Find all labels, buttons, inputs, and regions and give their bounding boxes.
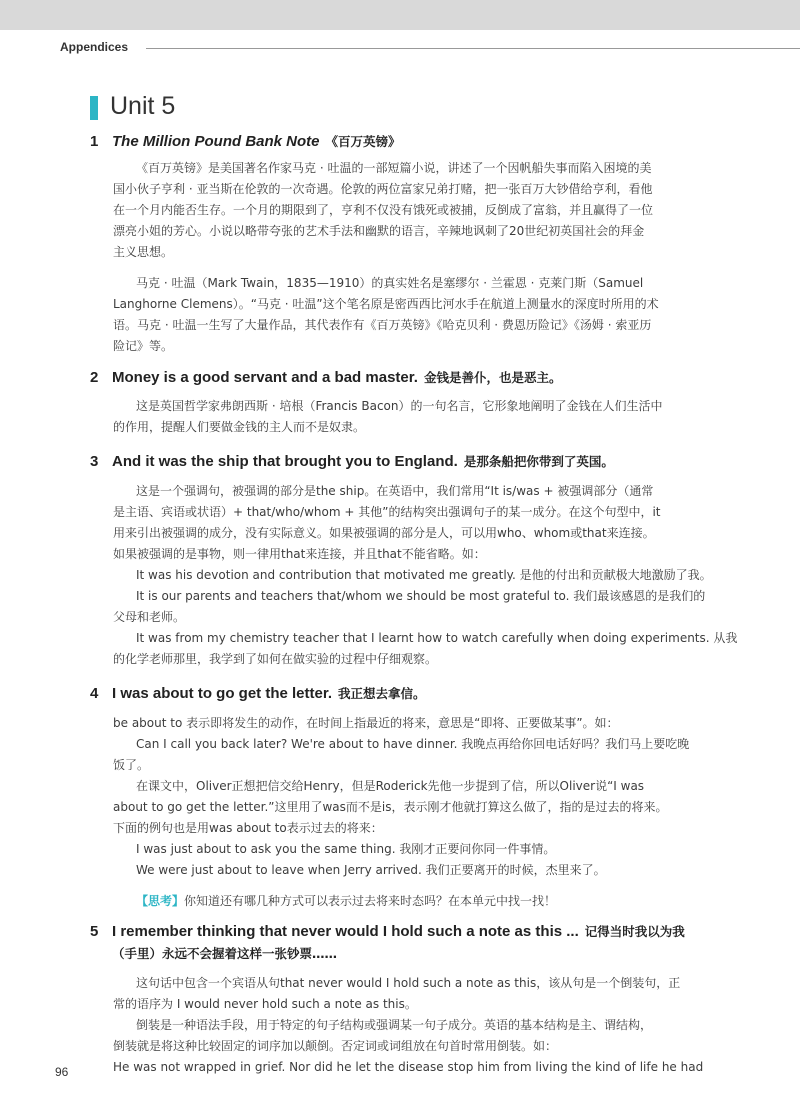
top-bar	[0, 0, 800, 30]
section-title-en: I remember thinking that never would I hold such a note as this ...	[112, 923, 579, 940]
section-label: Appendices	[60, 40, 129, 54]
paragraph-line: 马克 · 吐温（Mark Twain，1835—1910）的真实姓名是塞缪尔 · 兰霍恩 · 克莱门斯（Samuel	[136, 276, 644, 290]
section-title-cn: 金钱是善仆，也是恶主。	[423, 370, 562, 385]
paragraph-line: 用来引出被强调的成分，没有实际意义。如果被强调的部分是人，可以用who、whom或that来连接。	[113, 526, 655, 540]
paragraph-line: 国小伙子亨利 · 亚当斯在伦敦的一次奇遇。伦敦的两位富家兄弟打赌，把一张百万大钞借给亨利，看他	[113, 182, 653, 196]
paragraph-line: 倒装就是将这种比较固定的词序加以颠倒。否定词或词组放在句首时常用倒装。如：	[113, 1039, 558, 1053]
page-number: 96	[55, 1065, 69, 1079]
paragraph-line: 这句话中包含一个宾语从句that never would I hold such a note as this，该从句是一个倒装句，正	[136, 976, 681, 990]
paragraph-line: Langhorne Clemens）。“马克 · 吐温”这个笔名原是密西西比河水手在航道上测量水的深度时所用的术	[113, 297, 659, 311]
paragraph-line: 倒装是一种语法手段，用于特定的句子结构或强调某一句子成分。英语的基本结构是主、谓结构，	[136, 1018, 653, 1032]
section-title-en: I was about to go get the letter.	[112, 685, 333, 702]
section-number: 5	[90, 923, 99, 940]
section-number: 4	[90, 685, 99, 702]
example-sentence: 的化学老师那里，我学到了如何在做实验的过程中仔细观察。	[113, 652, 438, 666]
section-title-cn: 记得当时我以为我	[584, 924, 685, 939]
section-number: 2	[90, 369, 99, 386]
example-sentence: He was not wrapped in grief. Nor did he let the disease stop him from living the kind of life he had	[113, 1060, 704, 1074]
example-sentence: I was just about to ask you the same thing. 我刚才正要问你同一件事情。	[136, 842, 556, 856]
section-title-cn: 《百万英镑》	[325, 134, 401, 149]
example-sentence: It was from my chemistry teacher that I learnt how to watch carefully when doing experiments. 从我	[136, 631, 738, 645]
think-prompt	[136, 893, 556, 909]
example-sentence: We were just about to leave when Jerry arrived. 我们正要离开的时候，杰里来了。	[136, 863, 606, 877]
unit-accent-bar	[90, 96, 98, 120]
paragraph-line: 这是一个强调句，被强调的部分是the ship。在英语中，我们常用“It is/was + 被强调部分（通常	[136, 484, 654, 498]
section-5-heading	[90, 922, 685, 940]
section-title-cn: 我正想去拿信。	[338, 686, 426, 701]
paragraph-line: about to go get the letter.”这里用了was而不是is，表示刚才他就打算这么做了，指的是过去的将来。	[113, 800, 668, 814]
paragraph-line: 在一个月内能否生存。一个月的期限到了，亨利不仅没有饿死或被捕，反倒成了富翁，并且赢得了一位	[113, 203, 654, 217]
section-1-heading	[90, 132, 401, 150]
paragraph-line: 常的语序为 I would never hold such a note as this。	[113, 997, 417, 1011]
section-3-heading	[90, 452, 614, 470]
running-header	[60, 40, 800, 60]
think-text: 你知道还有哪几种方式可以表示过去将来时态吗？在本单元中找一找！	[184, 894, 557, 908]
example-sentence: Can I call you back later? We're about to have dinner. 我晚点再给你回电话好吗？我们马上要吃晚	[136, 737, 690, 751]
paragraph-line: 险记》等。	[113, 339, 174, 353]
section-number: 1	[90, 133, 99, 150]
paragraph-line: 的作用，提醒人们要做金钱的主人而不是奴隶。	[113, 420, 366, 434]
paragraph-line: 如果被强调的是事物，则一律用that来连接，并且that不能省略。如：	[113, 547, 486, 561]
section-title-en: Money is a good servant and a bad master.	[112, 369, 418, 386]
paragraph-line: 主义思想。	[113, 245, 174, 259]
paragraph-line: 下面的例句也是用was about to表示过去的将来：	[113, 821, 383, 835]
example-sentence: 饭了。	[113, 758, 150, 772]
paragraph-line: 是主语、宾语或状语）+ that/who/whom + 其他”的结构突出强调句子的某一成分。在这个句型中，it	[113, 505, 661, 519]
section-2-heading	[90, 368, 561, 386]
section-4-heading	[90, 684, 426, 702]
header-rule	[146, 48, 800, 49]
paragraph-line: 漂亮小姐的芳心。小说以略带夸张的艺术手法和幽默的语言，辛辣地讽刺了20世纪初英国社会的拜金	[113, 224, 645, 238]
think-label: 【思考】	[136, 894, 185, 908]
section-number: 3	[90, 453, 99, 470]
section-title-cn: 是那条船把你带到了英国。	[463, 454, 614, 469]
paragraph-line: 语。马克 · 吐温一生写了大量作品，其代表作有《百万英镑》《哈克贝利 · 费恩历险记》《汤姆 · 索亚历	[113, 318, 652, 332]
paragraph-line: be about to 表示即将发生的动作，在时间上指最近的将来，意思是“即将、正要做某事”。如：	[113, 716, 619, 730]
example-sentence: It was his devotion and contribution that motivated me greatly. 是他的付出和贡献极大地激励了我。	[136, 568, 712, 582]
section-title-en: And it was the ship that brought you to England.	[112, 453, 458, 470]
section-title-en: The Million Pound Bank Note	[112, 133, 320, 150]
example-sentence: It is our parents and teachers that/whom we should be most grateful to. 我们最该感恩的是我们的	[136, 589, 706, 603]
paragraph-line: 这是英国哲学家弗朗西斯 · 培根（Francis Bacon）的一句名言，它形象地阐明了金钱在人们生活中	[136, 399, 663, 413]
paragraph-line: 在课文中，Oliver正想把信交给Henry，但是Roderick先他一步提到了信，所以Oliver说“I was	[136, 779, 645, 793]
paragraph-line: 《百万英镑》是美国著名作家马克 · 吐温的一部短篇小说，讲述了一个因帆船失事而陷入困境的美	[136, 161, 652, 175]
unit-title: Unit 5	[110, 92, 176, 120]
section-title-cn-continued: （手里）永远不会握着这样一张钞票……	[112, 946, 338, 961]
example-sentence: 父母和老师。	[113, 610, 186, 624]
